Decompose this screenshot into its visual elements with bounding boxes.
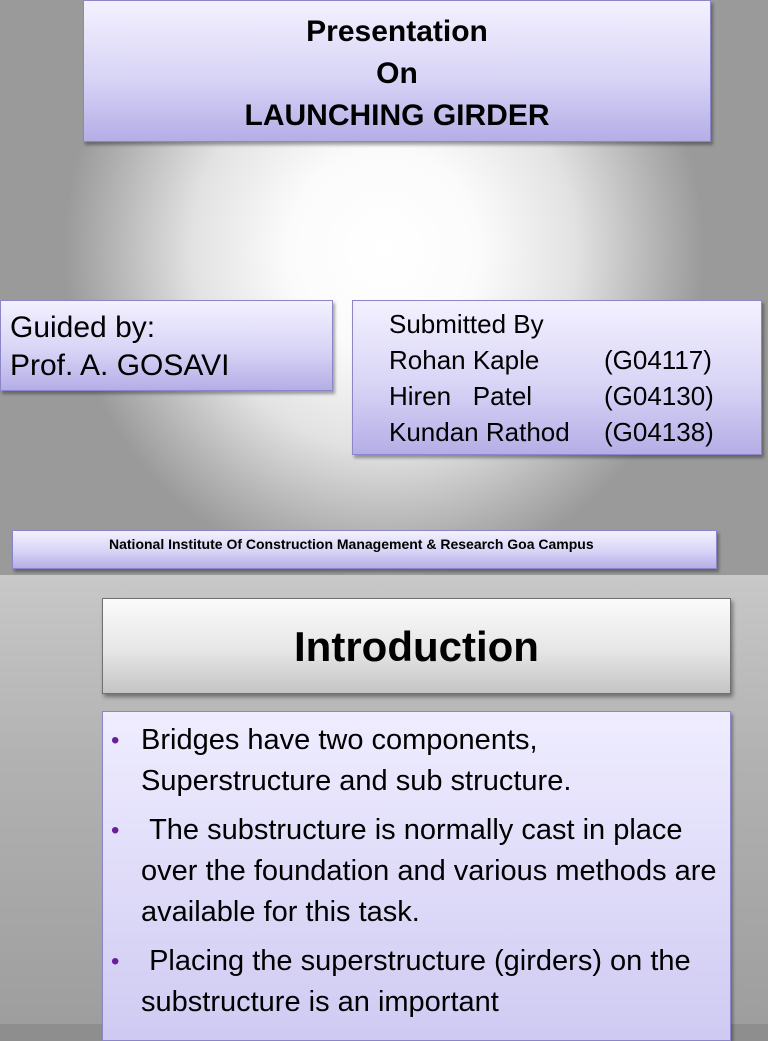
- bullet-text: The substructure is normally cast in place over the foundation and various methods are available for this task.: [141, 814, 725, 928]
- bullet-icon: •: [111, 817, 120, 844]
- bullet-text: Placing the superstructure (girders) on the substructure is an important: [141, 945, 699, 1018]
- guide-name: Prof. A. GOSAVI: [10, 349, 230, 382]
- member-row: [389, 414, 761, 450]
- member-id: (G04117): [604, 345, 712, 375]
- introduction-heading: Introduction: [294, 623, 539, 670]
- list-item: [111, 941, 720, 1023]
- bullet-text: Bridges have two components, Superstructure and sub structure.: [141, 724, 572, 797]
- bullet-icon: •: [111, 727, 120, 754]
- introduction-heading-box: [102, 598, 731, 694]
- member-row: [389, 342, 761, 378]
- member-name: Kundan Rathod: [389, 417, 570, 447]
- title-line-1: Presentation: [306, 15, 488, 48]
- institute-name: National Institute Of Construction Management & Research Goa Campus: [109, 536, 594, 552]
- list-item: [111, 720, 720, 802]
- guided-by-box: [0, 300, 333, 391]
- title-line-3: LAUNCHING GIRDER: [244, 99, 550, 132]
- bullet-list: [102, 711, 731, 1041]
- member-name: Rohan Kaple: [389, 345, 540, 375]
- submitted-by-label: Submitted By: [389, 309, 544, 339]
- title-box: [83, 0, 711, 142]
- member-name: Hiren Patel: [389, 381, 533, 411]
- member-row: [389, 378, 761, 414]
- guided-by-label: Guided by:: [10, 311, 156, 344]
- title-line-2: On: [376, 57, 418, 90]
- institute-banner: [12, 530, 717, 569]
- member-id: (G04138): [604, 417, 714, 447]
- list-item: [111, 810, 725, 933]
- bullet-icon: •: [111, 948, 120, 975]
- submitted-by-box: [352, 300, 762, 455]
- member-id: (G04130): [604, 381, 714, 411]
